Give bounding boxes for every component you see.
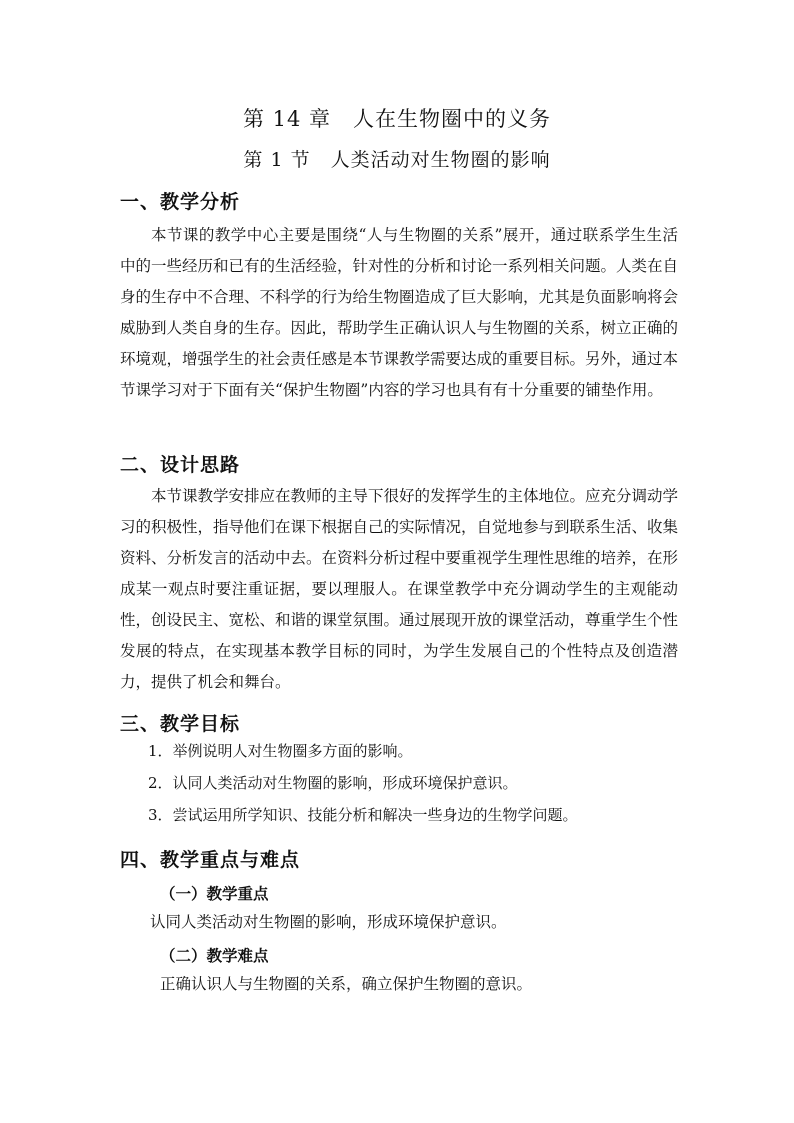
goal-item: 2．认同人类活动对生物圈的影响，形成环境保护意识。 — [148, 774, 518, 792]
heading-key-points: 四、教学重点与难点 — [120, 849, 301, 871]
design-text: 本节课教学安排应在教师的主导下很好的发挥学生的主体地位。应充分调动学习的积极性，指导他们在课下根据自己的实际情况，自觉地参与到联系生活、收集资料、分析发言的活动中去。在资料分析过程中要重视学生理性思维的培养，在形成某一观点时要注重证据，要以理服人。在课堂教学中充分调动学生的主观能动性，创设民主、宽松、和谐的课堂氛围。通过展现开放的课堂活动，尊重学生个性发展的特点，在实现基本教学目标的同时，为学生发展自己的个性特点及创造潜力，提供了机会和舞台。 — [120, 487, 679, 691]
heading-teaching-analysis: 一、教学分析 — [120, 191, 241, 213]
subheading-focus: （一）教学重点 — [160, 884, 269, 903]
subheading-difficulty: （二）教学难点 — [160, 946, 269, 965]
focus-text: 认同人类活动对生物圈的影响，形成环境保护意识。 — [150, 913, 507, 931]
difficulty-text: 正确认识人与生物圈的关系，确立保护生物圈的意识。 — [160, 975, 533, 993]
analysis-text: 本节课的教学中心主要是围绕“人与生物圈的关系”展开，通过联系学生生活中的一些经历和已有的生活经验，针对性的分析和讨论一系列相关问题。人类在自身的生存中不合理、不科学的行为给生物圈造成了巨大影响，尤其是负面影响将会威胁到人类自身的生存。因此，帮助学生正确认识人与生物圈的关系，树立正确的环境观，增强学生的社会责任感是本节课教学需要达成的重要目标。另外，通过本节课学习对于下面有关“保护生物圈”内容的学习也具有有十分重要的铺垫作用。 — [120, 226, 679, 399]
goal-item: 1．举例说明人对生物圈多方面的影响。 — [148, 742, 413, 760]
paragraph-teaching-analysis — [120, 220, 678, 406]
paragraph-design-ideas — [120, 481, 678, 698]
section-title: 第 1 节 人类活动对生物圈的影响 — [243, 149, 551, 171]
heading-design-ideas: 二、设计思路 — [120, 454, 241, 476]
goal-item: 3．尝试运用所学知识、技能分析和解决一些身边的生物学问题。 — [148, 806, 578, 824]
heading-teaching-goals: 三、教学目标 — [120, 713, 241, 735]
chapter-title: 第 14 章 人在生物圈中的义务 — [242, 107, 552, 131]
